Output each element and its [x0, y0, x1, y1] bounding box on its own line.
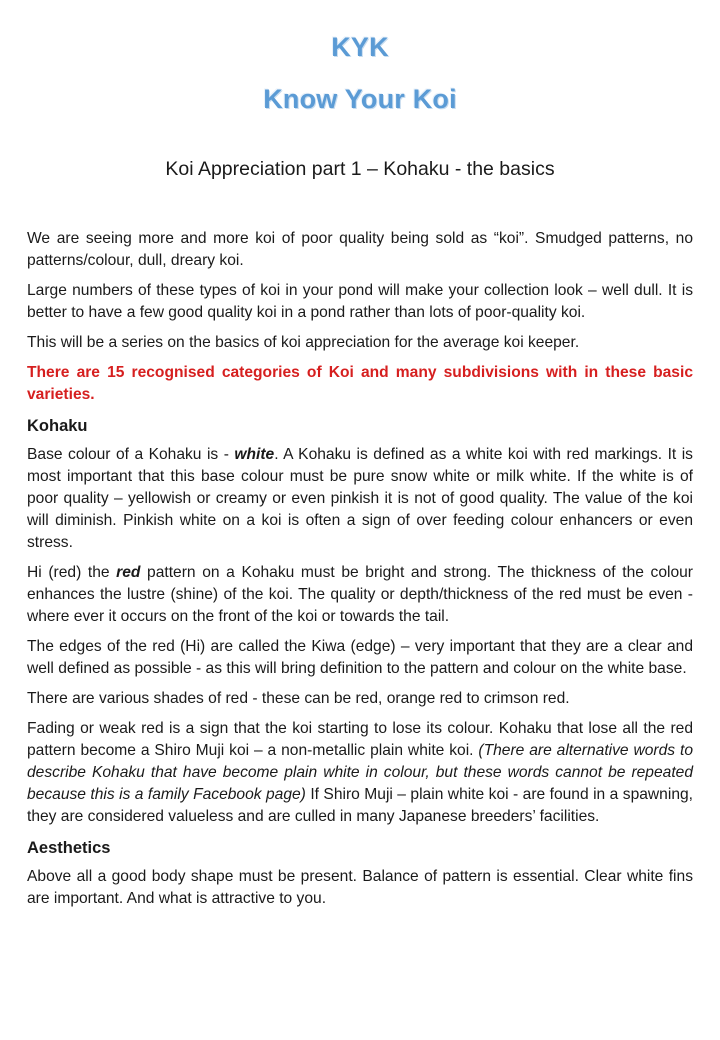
document-subtitle: Koi Appreciation part 1 – Kohaku - the basics	[165, 158, 555, 180]
section-heading-kohaku: Kohaku	[27, 417, 88, 435]
text-segment: If Shiro Muji – plain white koi - are found in a spawning, they are considered valueless and are culled in many Japanese breeders’ facilities.	[27, 786, 693, 825]
kohaku-paragraph-1	[27, 444, 693, 554]
italic-aside: (There are alternative words to describe Kohaku that have become plain white in colour, but these words cannot be repeated because this is a family Facebook page)	[27, 742, 693, 803]
text-segment: Hi (red) the	[27, 564, 117, 581]
document-body	[27, 228, 693, 918]
kohaku-paragraph-3: The edges of the red (Hi) are called the Kiwa (edge) – very important that they are a clear and well defined as possible - as this will bring definition to the pattern and colour on the white base.	[27, 638, 693, 677]
brand-tagline: Know Your Koi	[263, 84, 457, 114]
text-segment: Fading or weak red is a sign that the koi starting to lose its colour. Kohaku that lose all the red pattern become a Shiro Muji koi – a non-metallic plain white koi.	[27, 720, 693, 759]
intro-paragraph-1: We are seeing more and more koi of poor quality being sold as “koi”. Smudged patterns, no patterns/colour, dull, dreary koi.	[27, 230, 693, 269]
brand-title: KYK	[331, 32, 389, 62]
section-heading-aesthetics: Aesthetics	[27, 839, 111, 857]
text-segment: Base colour of a Kohaku is -	[27, 446, 235, 463]
kohaku-paragraph-2	[27, 562, 693, 628]
emphasis-white: white	[234, 446, 275, 463]
kohaku-paragraph-5	[27, 718, 693, 828]
aesthetics-paragraph-1: Above all a good body shape must be present. Balance of pattern is essential. Clear white fins are important. And what is attractive to you.	[27, 868, 693, 907]
highlight-note: There are 15 recognised categories of Koi and many subdivisions with in these basic varieties.	[27, 364, 693, 403]
text-segment: . A Kohaku is defined as a white koi with red markings. It is most important that this base colour must be pure snow white or milk white. If the white is of poor quality – yellowish or creamy or even pinkish it is not of good quality. The value of the koi will diminish. Pinkish white on a koi is often a sign of over feeding colour enhancers or even stress.	[27, 446, 693, 551]
intro-paragraph-2: Large numbers of these types of koi in your pond will make your collection look – well dull. It is better to have a few good quality koi in a pond rather than lots of poor-quality koi.	[27, 282, 693, 321]
intro-paragraph-3: This will be a series on the basics of koi appreciation for the average koi keeper.	[27, 334, 580, 351]
emphasis-red: red	[116, 564, 141, 581]
text-segment: pattern on a Kohaku must be bright and strong. The thickness of the colour enhances the lustre (shine) of the koi. The quality or depth/thickness of the red must be even - where ever it occurs on the front of the koi or towards the tail.	[27, 564, 693, 625]
kohaku-paragraph-4: There are various shades of red - these can be red, orange red to crimson red.	[27, 690, 570, 707]
